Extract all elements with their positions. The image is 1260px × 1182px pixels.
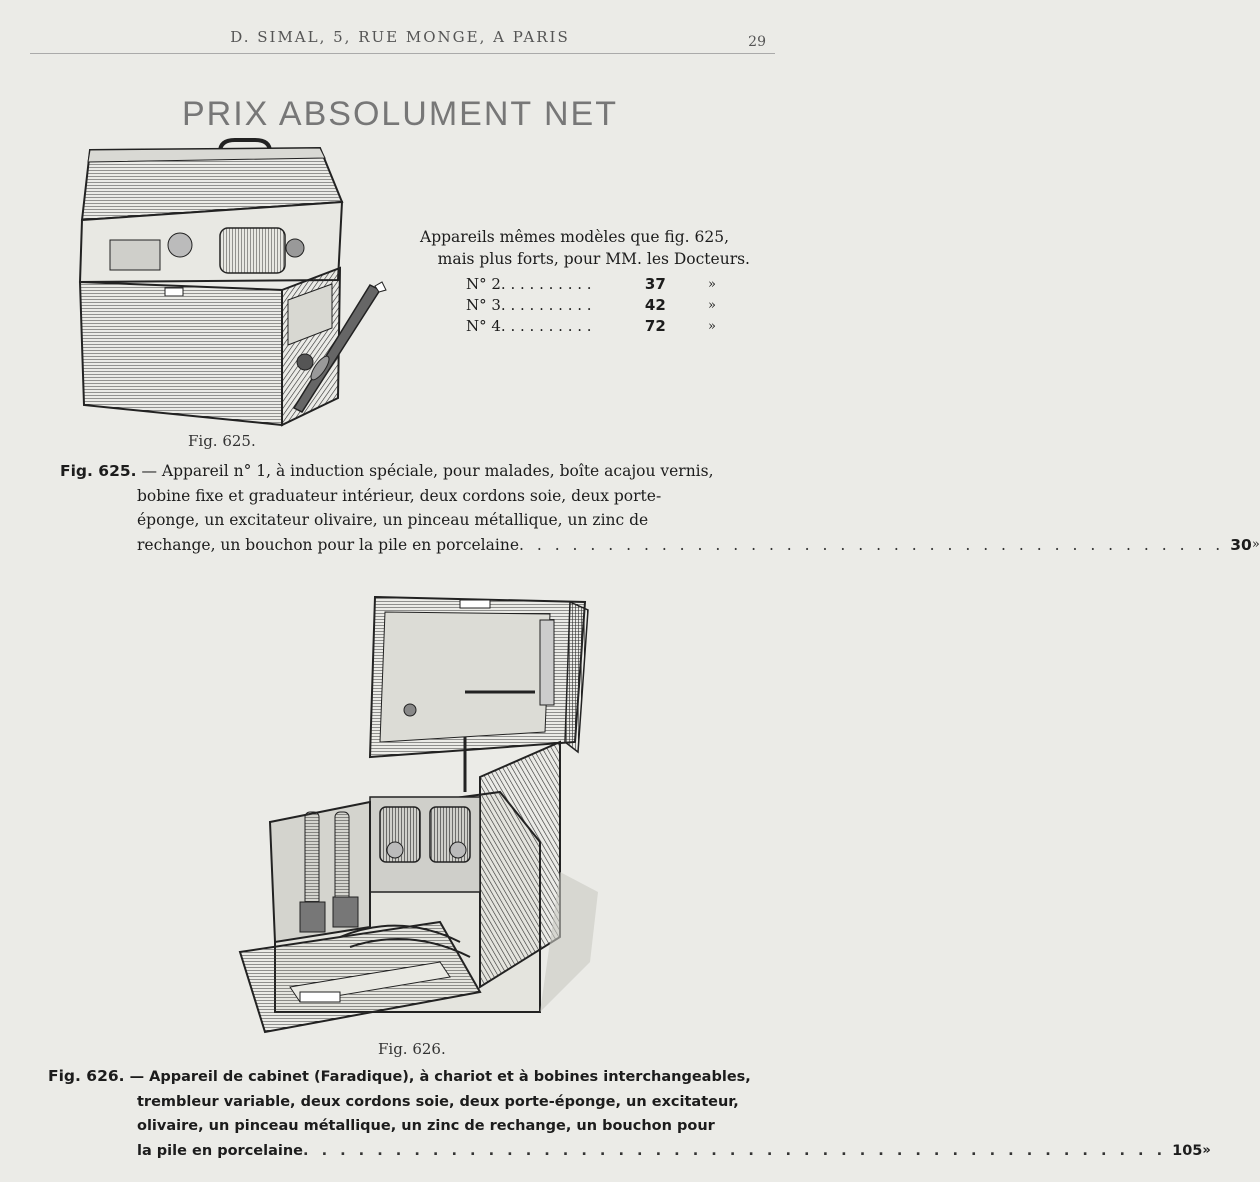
entry-text: la pile en porcelaine — [137, 1142, 304, 1159]
entry-line: bobine fixe et graduateur intérieur, deux cordons soie, deux porte- — [137, 486, 662, 505]
cabinet-apparatus-illustration — [230, 592, 600, 1032]
entry-text: rechange, un bouchon pour la pile en porcelaine — [137, 535, 519, 554]
fig-number: Fig. 626. — [48, 1067, 125, 1085]
price-mark: » — [708, 277, 716, 292]
model-price: 37 — [644, 275, 666, 293]
note-line-1: Appareils mêmes modèles que fig. 625, — [420, 228, 730, 246]
leader-dots: . . . . . . . . . . . . . . . . . . . . . . . . . . . . . . . . . . . . . . . . . . . . . . . — [303, 1142, 1167, 1159]
running-head: D. SIMAL, 5, RUE MONGE, A PARIS — [230, 28, 570, 46]
price-mark: » — [708, 298, 716, 313]
entry-line — [48, 1139, 1211, 1164]
fig-number: Fig. 625. — [60, 462, 137, 480]
fig-625-description — [60, 459, 1260, 557]
entry-line: Fig. 625. — Appareil n° 1, à induction spéciale, pour malades, boîte acajou vernis, — [60, 462, 714, 480]
note-line-2: mais plus forts, pour MM. les Docteurs. — [437, 250, 750, 268]
entry-price: 30 — [1230, 535, 1252, 554]
price-mark: » — [708, 319, 716, 334]
header-rule — [30, 53, 775, 54]
model-price: 42 — [644, 296, 666, 314]
price-mark: » — [1251, 536, 1260, 552]
model-label: N° 2. . . . . . . . . . — [466, 275, 592, 293]
price-row — [466, 316, 716, 337]
price-banner: PRIX ABSOLUMENT NET — [181, 95, 619, 133]
apparatus-box-illustration — [70, 140, 390, 430]
model-price-list — [466, 274, 716, 337]
entry-line: olivaire, un pinceau métallique, un zinc de rechange, un bouchon pour — [137, 1118, 715, 1134]
fig-625-caption: Fig. 625. — [188, 432, 256, 450]
fig-626-description — [48, 1064, 1211, 1163]
price-row — [466, 274, 716, 295]
entry-line: éponge, un excitateur olivaire, un pinceau métallique, un zinc de — [137, 511, 649, 529]
price-row — [466, 295, 716, 316]
model-label: N° 4. . . . . . . . . . — [466, 317, 592, 335]
entry-line — [60, 533, 1260, 558]
stronger-models-note — [420, 226, 750, 270]
page-number: 29 — [748, 34, 766, 50]
entry-line: trembleur variable, deux cordons soie, deux porte-éponge, un excitateur, — [137, 1093, 739, 1110]
leader-dots: . . . . . . . . . . . . . . . . . . . . . . . . . . . . . . . . . . . . . . . . — [519, 535, 1225, 554]
price-mark: » — [1202, 1142, 1211, 1158]
model-price: 72 — [644, 317, 666, 335]
fig-626-caption: Fig. 626. — [378, 1040, 446, 1058]
entry-line: Fig. 626. — Appareil de cabinet (Faradique), à chariot et à bobines interchangeables, — [48, 1067, 751, 1085]
entry-price: 105 — [1172, 1142, 1203, 1159]
model-label: N° 3. . . . . . . . . . — [466, 296, 592, 314]
